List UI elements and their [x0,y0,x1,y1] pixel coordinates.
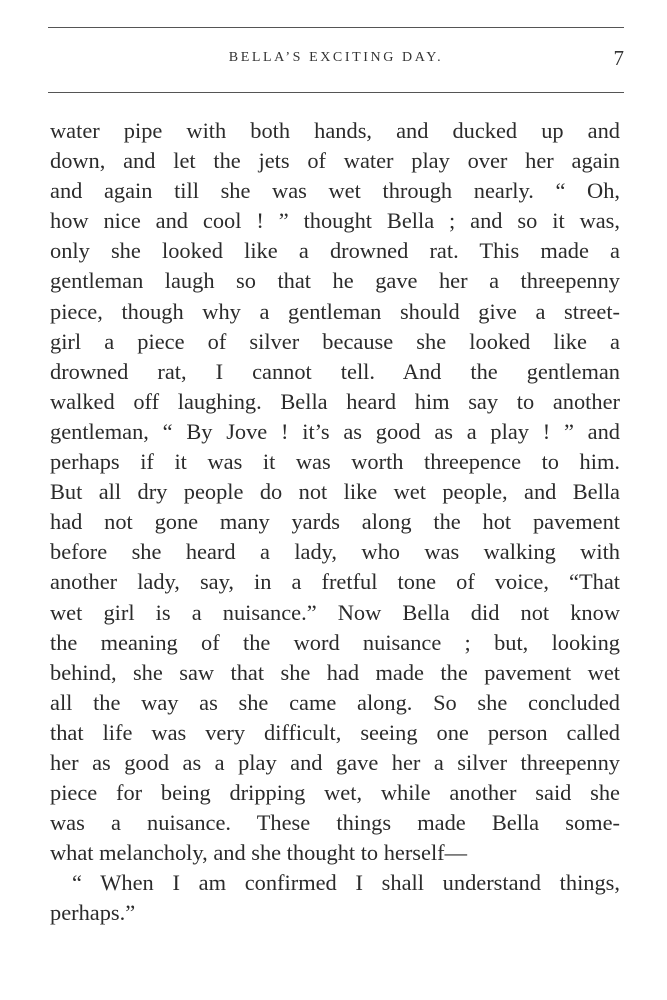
page-number: 7 [613,46,624,70]
text-line: what melancholy, and she thought to herself— [50,840,468,866]
text-line: water pipe with both hands, and ducked up and [50,118,620,143]
text-line: gentleman, “ By Jove ! it’s as good as a play ! ” and [50,418,620,444]
text-line: behind, she saw that she had made the pavement wet [50,659,620,685]
header-rule-top [48,27,624,28]
text-line: her as good as a play and gave her a silver threepenny [50,749,620,775]
text-line: perhaps if it was it was worth threepence to him. [50,449,620,475]
body-text [50,116,620,929]
paragraph-2 [50,868,620,928]
text-line: piece, though why a gentleman should give a street- [50,298,620,324]
running-head [48,46,624,72]
text-line: and again till she was wet through nearly. “ Oh, [50,178,620,204]
text-line: walked off laughing. Bella heard him say to another [50,388,620,414]
text-line: But all dry people do not like wet people, and Bella [50,479,620,505]
text-line: the meaning of the word nuisance ; but, looking [50,629,620,655]
text-line: all the way as she came along. So she concluded [50,689,620,715]
text-line: perhaps.” [50,900,136,926]
text-line: only she looked like a drowned rat. This made a [50,238,620,264]
text-line: another lady, say, in a fretful tone of voice, “That [50,569,620,595]
text-line: wet girl is a nuisance.” Now Bella did not know [50,599,620,625]
text-line: was a nuisance. These things made Bella some- [50,810,620,836]
text-line: drowned rat, I cannot tell. And the gentleman [50,358,620,384]
text-line: down, and let the jets of water play over her again [50,148,620,174]
text-line: girl a piece of silver because she looked like a [50,328,620,354]
text-line: had not gone many yards along the hot pavement [50,509,620,535]
text-line: that life was very difficult, seeing one person called [50,719,620,745]
text-line: “ When I am confirmed I shall understand things, [72,870,620,896]
running-title: BELLA’S EXCITING DAY. [228,50,444,65]
text-line: before she heard a lady, who was walking with [50,539,620,565]
paragraph-1 [50,116,620,868]
text-line: how nice and cool ! ” thought Bella ; and so it was, [50,208,620,234]
text-line: gentleman laugh so that he gave her a threepenny [50,268,620,294]
text-line: piece for being dripping wet, while another said she [50,780,620,806]
header-rule-bottom [48,92,624,93]
